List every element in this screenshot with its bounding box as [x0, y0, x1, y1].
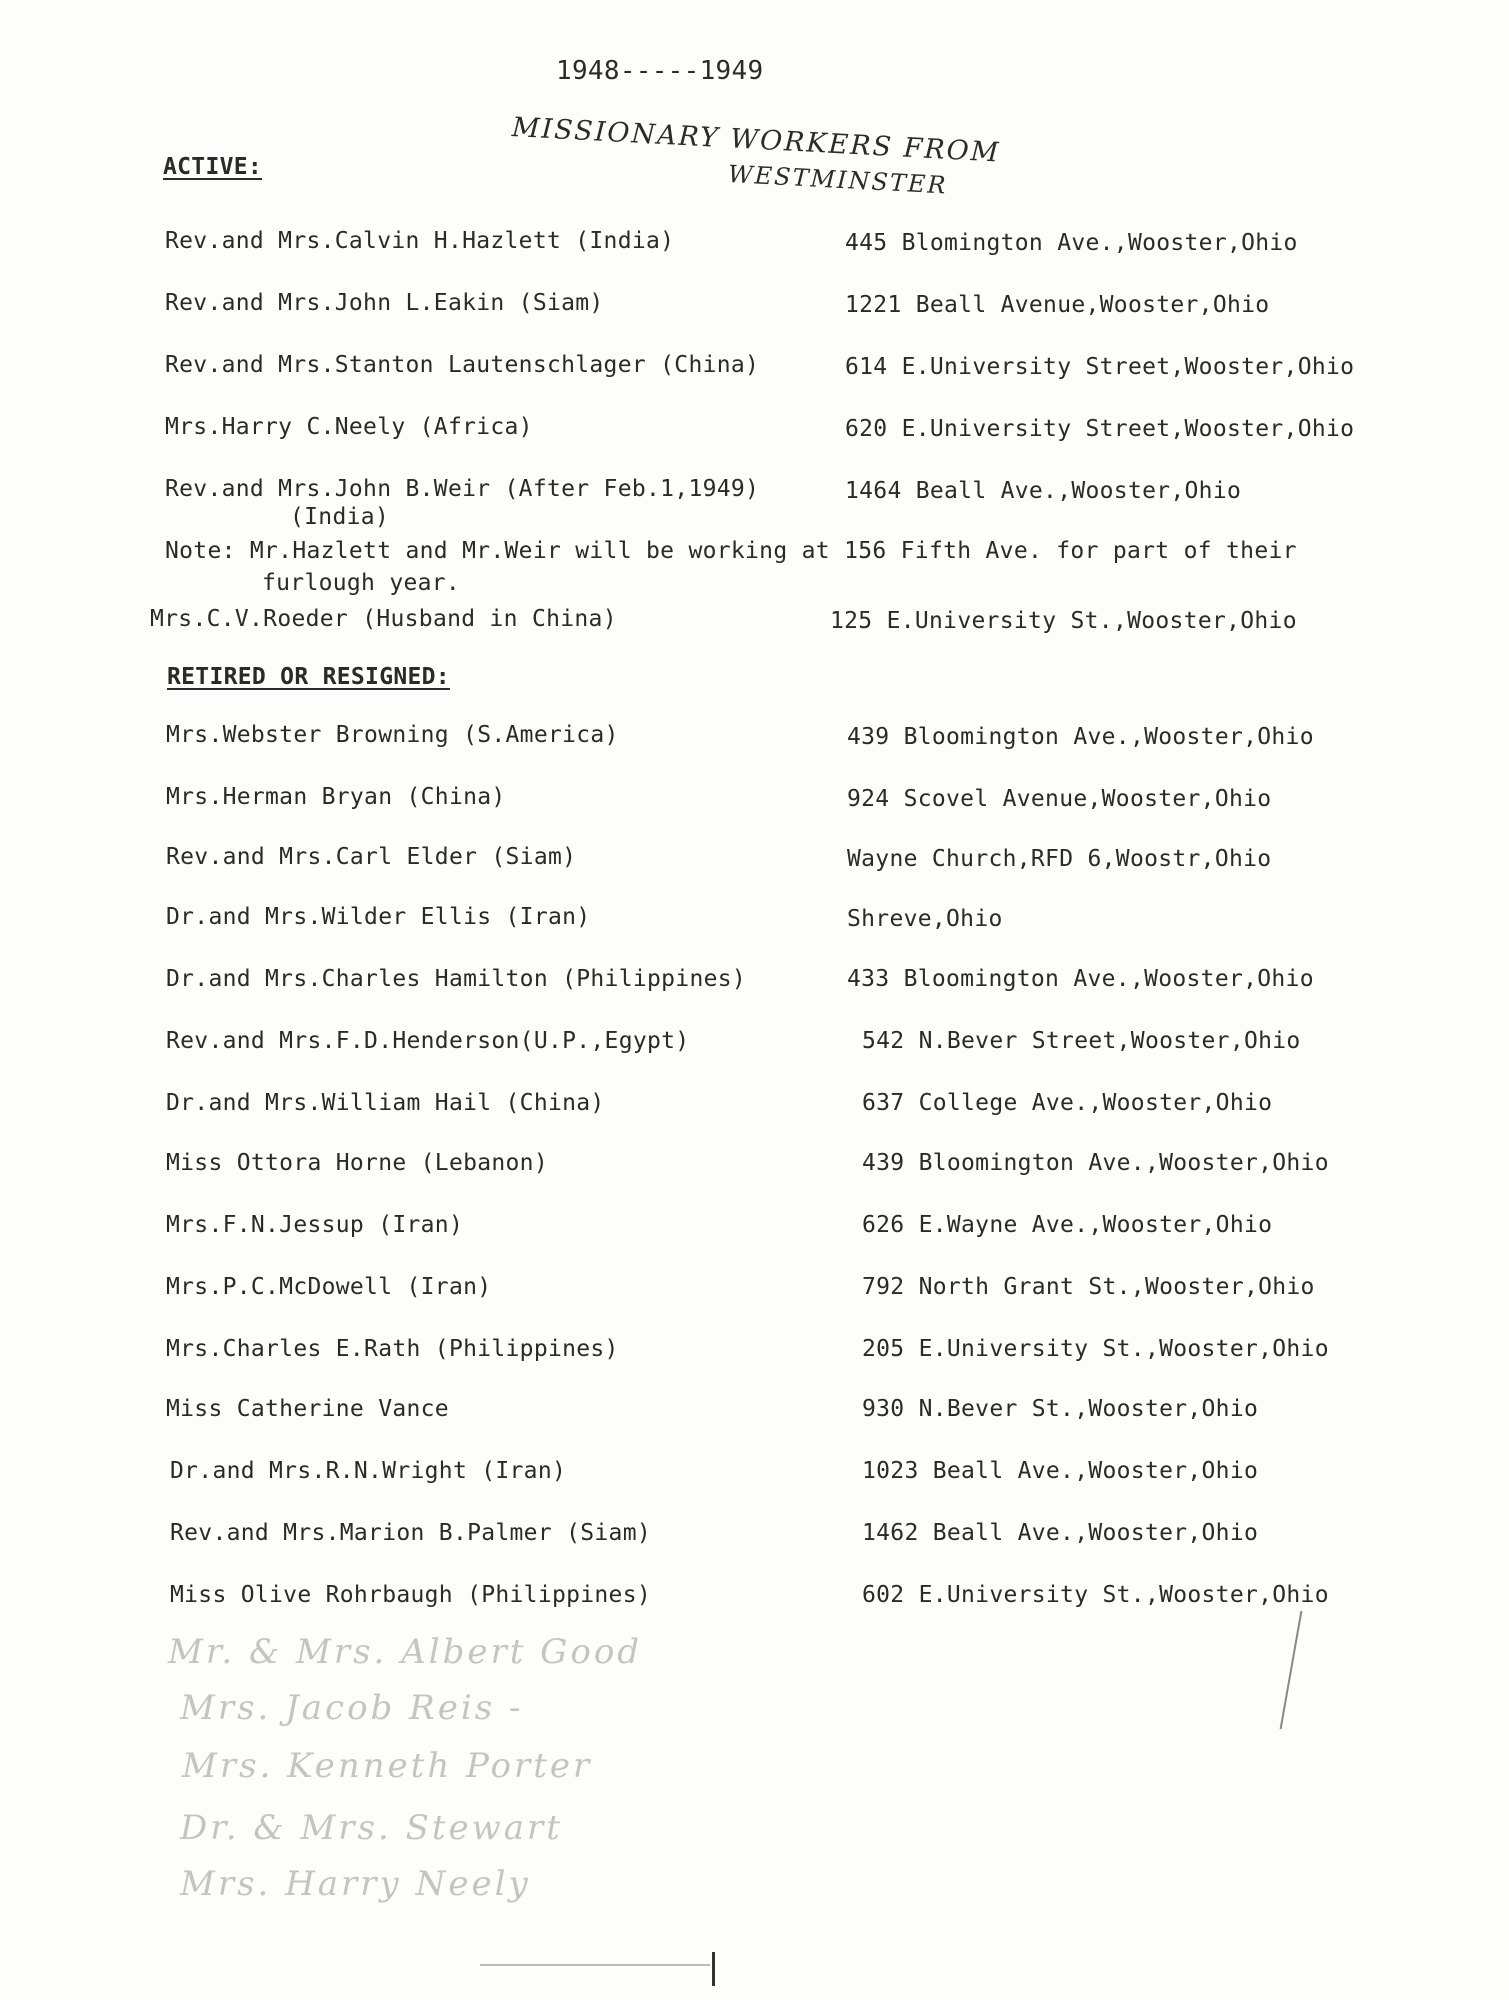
scan-mark — [480, 1964, 710, 1966]
active-address: 445 Blomington Ave.,Wooster,Ohio — [845, 230, 1298, 256]
active-address: 1464 Beall Ave.,Wooster,Ohio — [845, 478, 1242, 504]
scan-mark — [712, 1952, 715, 1986]
retired-name: Mrs.Webster Browning (S.America) — [166, 722, 619, 748]
handwritten-addition: Dr. & Mrs. Stewart — [180, 1808, 563, 1848]
year-range: 1948-----1949 — [556, 56, 764, 86]
handwritten-addition: Mr. & Mrs. Albert Good — [168, 1632, 643, 1672]
retired-address: 930 N.Bever St.,Wooster,Ohio — [862, 1396, 1259, 1422]
active-name-line2: (India) — [290, 504, 390, 530]
retired-name: Dr.and Mrs.R.N.Wright (Iran) — [170, 1458, 567, 1484]
retired-name: Mrs.F.N.Jessup (Iran) — [166, 1212, 464, 1238]
note-line1: Note: Mr.Hazlett and Mr.Weir will be working at 156 Fifth Ave. for part of their — [165, 538, 1297, 564]
retired-address: 1462 Beall Ave.,Wooster,Ohio — [862, 1520, 1259, 1546]
retired-name: Miss Olive Rohrbaugh (Philippines) — [170, 1582, 652, 1608]
handwritten-addition: Mrs. Jacob Reis - — [180, 1688, 524, 1728]
active-extra-address: 125 E.University St.,Wooster,Ohio — [830, 608, 1297, 634]
retired-address: 439 Bloomington Ave.,Wooster,Ohio — [847, 724, 1314, 750]
retired-name: Miss Ottora Horne (Lebanon) — [166, 1150, 548, 1176]
retired-address: 924 Scovel Avenue,Wooster,Ohio — [847, 786, 1272, 812]
handwritten-title-line2: WESTMINSTER — [727, 160, 949, 200]
active-address: 620 E.University Street,Wooster,Ohio — [845, 416, 1355, 442]
retired-name: Rev.and Mrs.Carl Elder (Siam) — [166, 844, 577, 870]
active-address: 614 E.University Street,Wooster,Ohio — [845, 354, 1355, 380]
retired-address: 792 North Grant St.,Wooster,Ohio — [862, 1274, 1315, 1300]
active-name: Rev.and Mrs.John L.Eakin (Siam) — [165, 290, 604, 316]
retired-name: Dr.and Mrs.William Hail (China) — [166, 1090, 605, 1116]
handwritten-addition: Mrs. Harry Neely — [180, 1864, 531, 1904]
active-name: Rev.and Mrs.Calvin H.Hazlett (India) — [165, 228, 675, 254]
active-extra-name: Mrs.C.V.Roeder (Husband in China) — [150, 606, 617, 632]
retired-address: Wayne Church,RFD 6,Woostr,Ohio — [847, 846, 1272, 872]
retired-name: Dr.and Mrs.Wilder Ellis (Iran) — [166, 904, 591, 930]
retired-name: Rev.and Mrs.F.D.Henderson(U.P.,Egypt) — [166, 1028, 690, 1054]
handwritten-title-line1: MISSIONARY WORKERS FROM — [511, 112, 1002, 169]
retired-address: 1023 Beall Ave.,Wooster,Ohio — [862, 1458, 1259, 1484]
retired-name: Mrs.Herman Bryan (China) — [166, 784, 506, 810]
active-address: 1221 Beall Avenue,Wooster,Ohio — [845, 292, 1270, 318]
scan-mark — [1280, 1611, 1303, 1730]
retired-name: Dr.and Mrs.Charles Hamilton (Philippines) — [166, 966, 747, 992]
retired-heading: RETIRED OR RESIGNED: — [167, 664, 450, 690]
retired-address: 637 College Ave.,Wooster,Ohio — [862, 1090, 1273, 1116]
retired-name: Miss Catherine Vance — [166, 1396, 449, 1422]
retired-address: 542 N.Bever Street,Wooster,Ohio — [862, 1028, 1301, 1054]
handwritten-addition: Mrs. Kenneth Porter — [182, 1746, 593, 1786]
active-heading: ACTIVE: — [163, 154, 263, 180]
retired-address: 626 E.Wayne Ave.,Wooster,Ohio — [862, 1212, 1273, 1238]
retired-address: 433 Bloomington Ave.,Wooster,Ohio — [847, 966, 1314, 992]
retired-name: Mrs.Charles E.Rath (Philippines) — [166, 1336, 619, 1362]
note-line2: furlough year. — [262, 570, 461, 596]
active-name: Rev.and Mrs.John B.Weir (After Feb.1,1949) — [165, 476, 760, 502]
active-name: Rev.and Mrs.Stanton Lautenschlager (China) — [165, 352, 760, 378]
retired-address: 439 Bloomington Ave.,Wooster,Ohio — [862, 1150, 1329, 1176]
retired-name: Rev.and Mrs.Marion B.Palmer (Siam) — [170, 1520, 652, 1546]
active-name: Mrs.Harry C.Neely (Africa) — [165, 414, 533, 440]
retired-address: Shreve,Ohio — [847, 906, 1003, 932]
retired-address: 205 E.University St.,Wooster,Ohio — [862, 1336, 1329, 1362]
retired-address: 602 E.University St.,Wooster,Ohio — [862, 1582, 1329, 1608]
retired-name: Mrs.P.C.McDowell (Iran) — [166, 1274, 492, 1300]
